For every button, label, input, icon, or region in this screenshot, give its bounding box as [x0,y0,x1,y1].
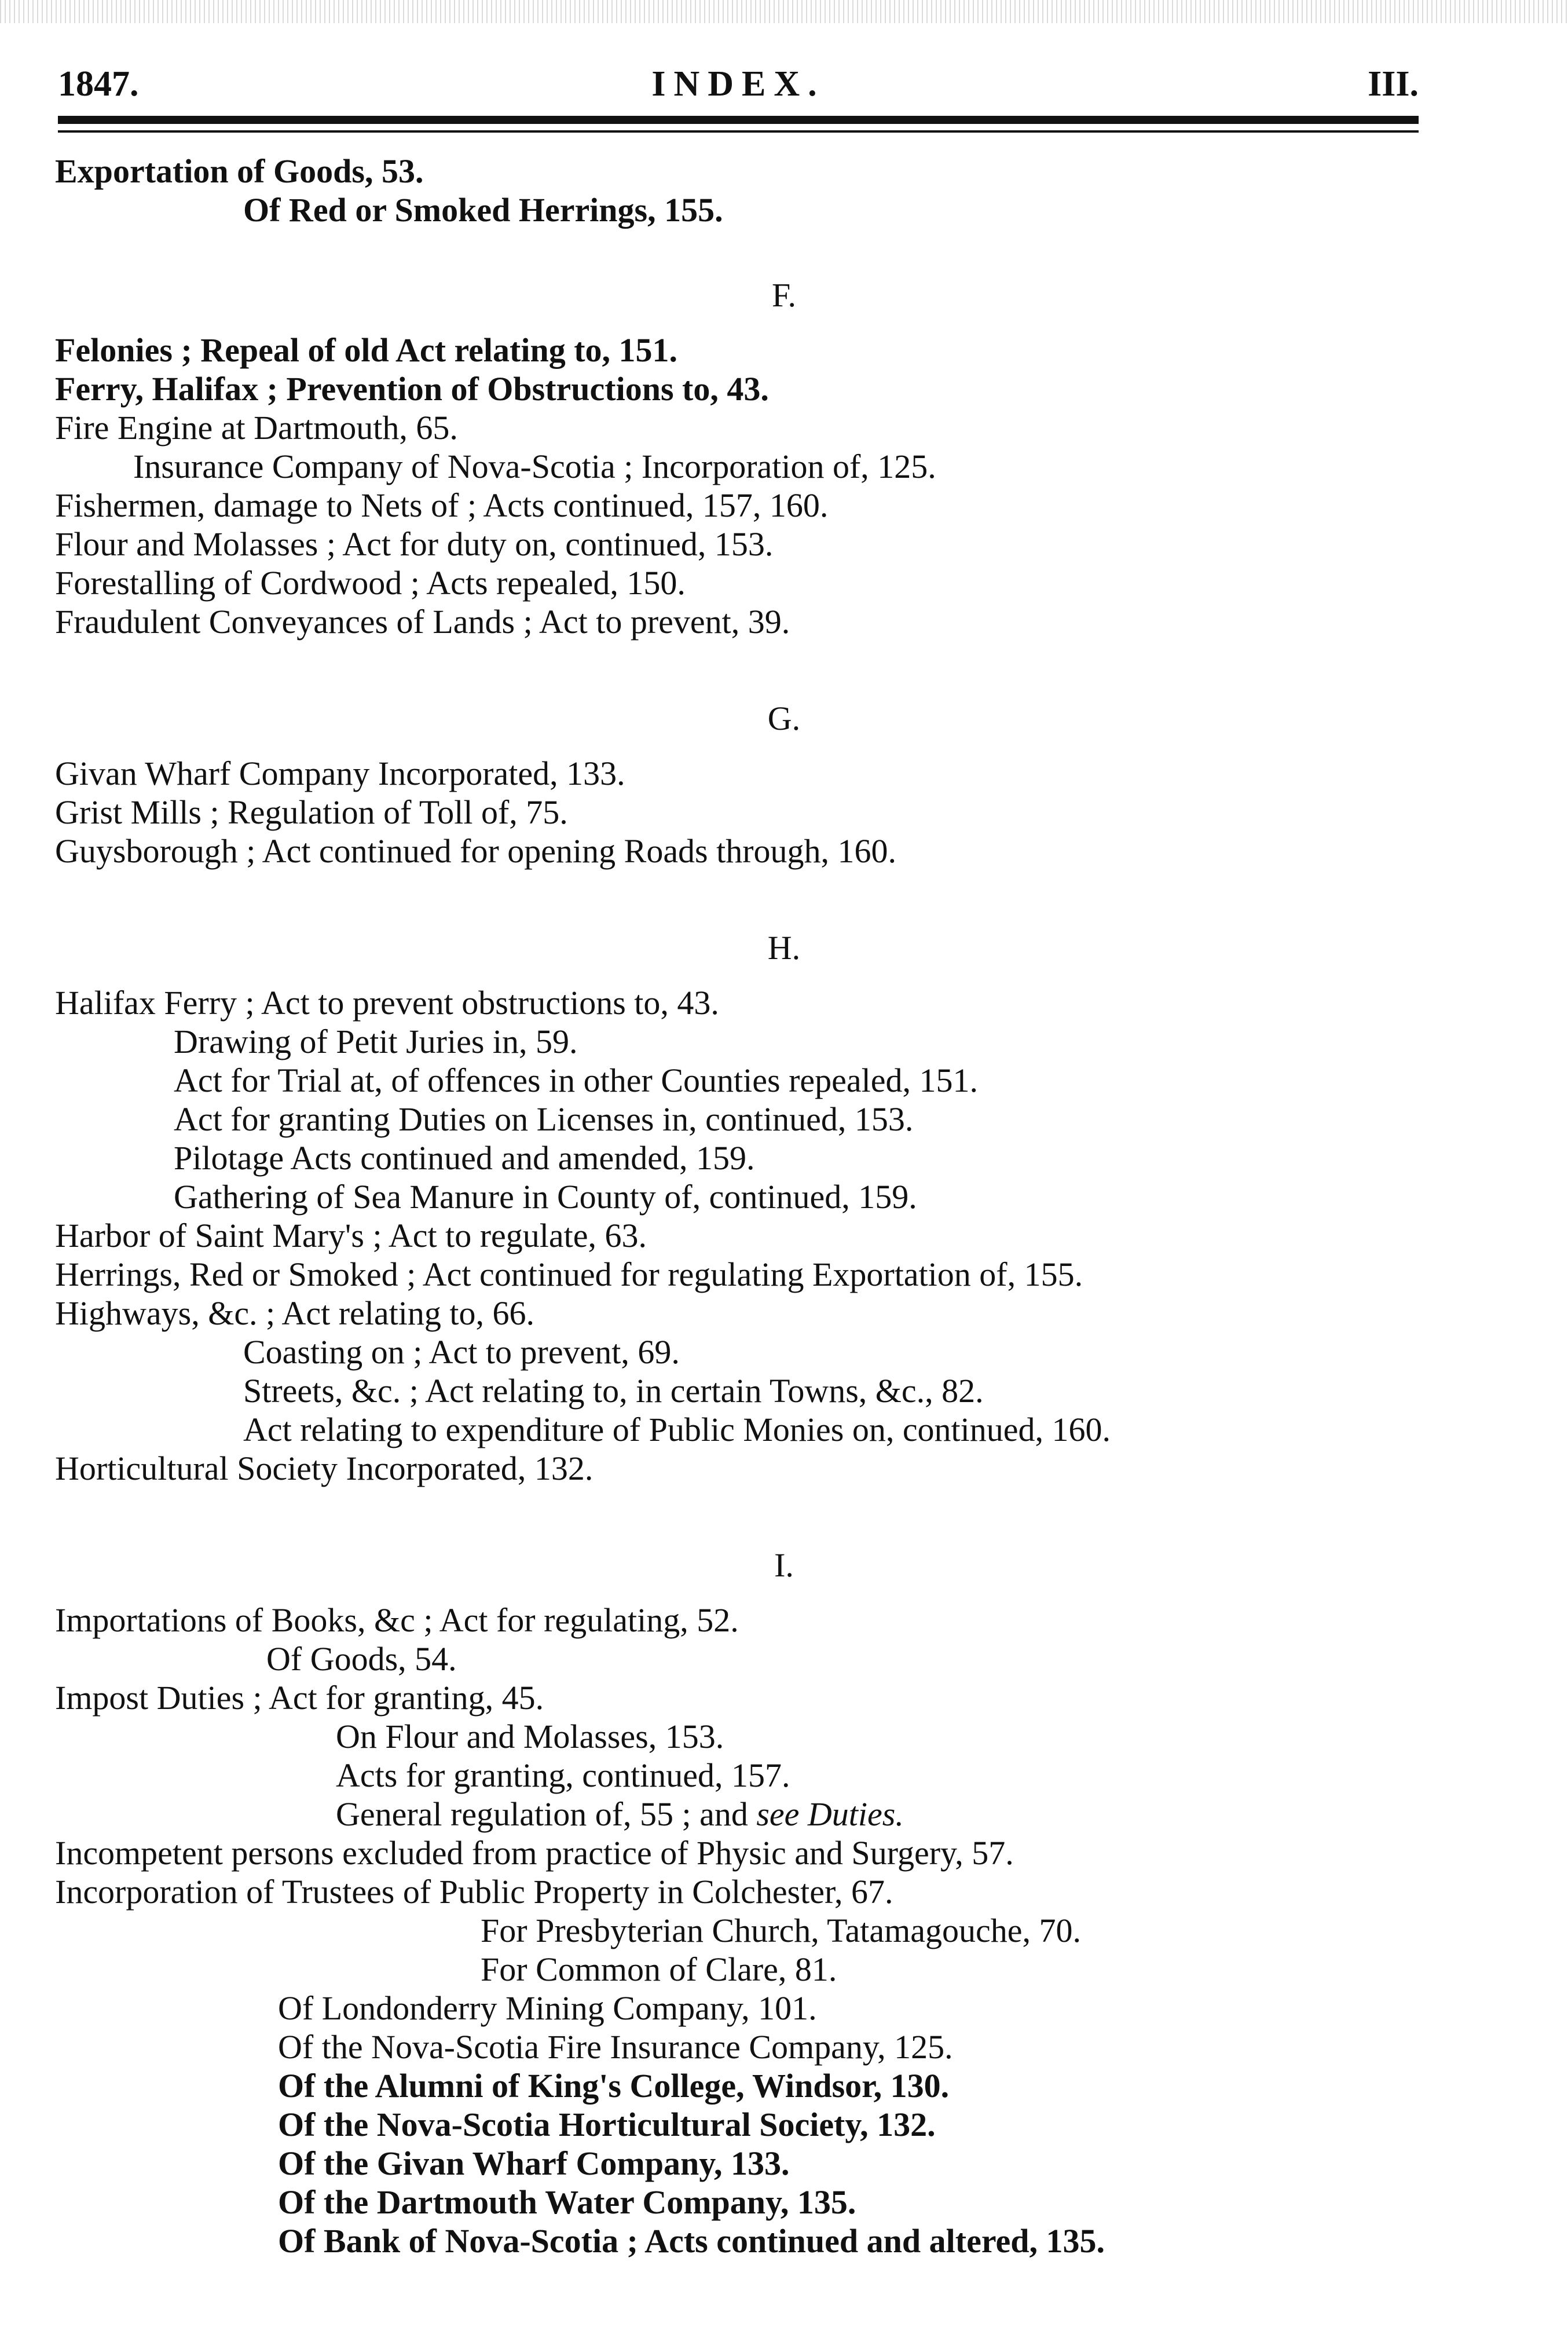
index-entry [0,1139,1568,1177]
index-entry-text: Gathering of Sea Manure in County of, continued, 159. [174,1178,917,1216]
index-entry-text: Herrings, Red or Smoked ; Act continued for regulating Exportation of, 155. [55,1256,1083,1293]
index-entry-text: Of the Givan Wharf Company, 133. [278,2145,790,2182]
index-entry [0,1872,1568,1911]
index-entry-text: Of Red or Smoked Herrings, 155. [243,191,723,229]
index-entry [0,447,1568,486]
section-letter-heading: F. [771,276,797,314]
index-entry [0,408,1568,447]
index-entry [0,1294,1568,1333]
index-entry [0,2028,1568,2066]
index-entry-text: Coasting on ; Act to prevent, 69. [243,1333,680,1371]
header-rule-thin [58,130,1419,133]
index-entry [0,191,1568,229]
index-entry-text: Pilotage Acts continued and amended, 159. [174,1139,755,1177]
index-entry [0,1333,1568,1371]
see-reference: see Duties. [756,1795,904,1833]
index-entry [0,2066,1568,2105]
index-entry [0,793,1568,832]
index-entry [0,563,1568,602]
index-entry-text: Horticultural Society Incorporated, 132. [55,1450,594,1487]
section-letter-heading: G. [767,700,801,737]
index-entry-text: Act for Trial at, of offences in other Counties repealed, 151. [174,1062,978,1099]
index-entry-text: For Presbyterian Church, Tatamagouche, 70. [481,1912,1082,1949]
index-entry [0,1449,1568,1488]
index-entry-text: Givan Wharf Company Incorporated, 133. [55,755,625,792]
index-entry-text: Insurance Company of Nova-Scotia ; Incorporation of, 125. [133,448,936,485]
index-entry-text: Grist Mills ; Regulation of Toll of, 75. [55,793,568,831]
index-entry-text: Drawing of Petit Juries in, 59. [174,1023,578,1060]
header-title: INDEX. [651,64,825,104]
index-entry [0,602,1568,641]
index-entry-text: Fraudulent Conveyances of Lands ; Act to prevent, 39. [55,603,790,641]
index-entry [0,1717,1568,1756]
index-entry-text: Exportation of Goods, 53. [55,152,424,190]
index-entry [0,1834,1568,1872]
index-entry-text: Of the Nova-Scotia Fire Insurance Company, 125. [278,2028,953,2066]
index-entry-text: Ferry, Halifax ; Prevention of Obstructions to, 43. [55,370,769,408]
index-entry [0,2183,1568,2222]
index-entry [0,2105,1568,2144]
index-entry [0,1756,1568,1795]
index-entry-text: Incompetent persons excluded from practice of Physic and Surgery, 57. [55,1834,1014,1872]
index-entry [0,832,1568,870]
index-entry [0,2222,1568,2260]
header-year: 1847. [58,64,139,104]
index-entry-text: For Common of Clare, 81. [481,1951,837,1988]
index-entry [0,1795,1568,1834]
index-entry [0,486,1568,525]
index-entry [0,1061,1568,1100]
index-entry-text: Of the Alumni of King's College, Windsor, 130. [278,2067,950,2105]
index-entry [0,1100,1568,1139]
index-entry-text: Halifax Ferry ; Act to prevent obstructions to, 43. [55,984,719,1022]
index-entry-text: Acts for granting, continued, 157. [336,1756,790,1794]
index-entry-text: Of Bank of Nova-Scotia ; Acts continued and altered, 135. [278,2222,1105,2260]
index-entry [0,1022,1568,1061]
index-body [0,152,1568,2260]
section-letter-heading: I. [774,1546,794,1584]
index-entry-text: Of the Nova-Scotia Horticultural Society, 132. [278,2106,936,2143]
index-entry [0,1371,1568,1410]
page-edge-texture [0,0,1568,23]
index-entry [0,369,1568,408]
index-entry-text: Flour and Molasses ; Act for duty on, continued, 153. [55,525,774,563]
index-entry-text: Guysborough ; Act continued for opening Roads through, 160. [55,832,897,870]
index-entry-text: Fire Engine at Dartmouth, 65. [55,409,458,447]
index-entry-text: Incorporation of Trustees of Public Property in Colchester, 67. [55,1873,893,1911]
index-entry-text: Act relating to expenditure of Public Monies on, continued, 160. [243,1411,1111,1448]
index-entry-text: Impost Duties ; Act for granting, 45. [55,1679,544,1717]
index-entry [0,1911,1568,1950]
index-entry [0,525,1568,563]
index-entry [0,983,1568,1022]
index-entry-text: Streets, &c. ; Act relating to, in certain Towns, &c., 82. [243,1372,984,1410]
index-entry-text: Felonies ; Repeal of old Act relating to, 151. [55,331,678,369]
index-entry [0,1640,1568,1678]
index-entry-text: Forestalling of Cordwood ; Acts repealed, 150. [55,564,686,602]
index-entry [0,1989,1568,2028]
index-entry [0,1950,1568,1989]
index-entry-text: Act for granting Duties on Licenses in, continued, 153. [174,1100,914,1138]
index-entry-text: Of Goods, 54. [266,1640,457,1678]
index-entry-text: Importations of Books, &c ; Act for regulating, 52. [55,1601,739,1639]
page-header [58,64,1419,110]
index-entry-text: On Flour and Molasses, 153. [336,1718,724,1755]
index-entry [0,152,1568,191]
index-entry-text: Harbor of Saint Mary's ; Act to regulate, 63. [55,1217,647,1254]
section-letter-heading: H. [767,929,801,967]
index-entry [0,1601,1568,1640]
index-entry-text: Of the Dartmouth Water Company, 135. [278,2183,856,2221]
index-entry [0,1255,1568,1294]
index-entry [0,2144,1568,2183]
index-entry [0,1216,1568,1255]
index-entry-text: Fishermen, damage to Nets of ; Acts continued, 157, 160. [55,486,829,524]
index-entry [0,1410,1568,1449]
index-entry [0,754,1568,793]
index-entry-text: General regulation of, 55 ; and [336,1795,757,1833]
index-entry-text: Of Londonderry Mining Company, 101. [278,1989,817,2027]
index-entry-text: Highways, &c. ; Act relating to, 66. [55,1294,534,1332]
index-entry [0,331,1568,369]
header-page-number: III. [1368,64,1419,104]
index-entry [0,1678,1568,1717]
index-entry [0,1177,1568,1216]
header-rule-thick [58,116,1419,124]
